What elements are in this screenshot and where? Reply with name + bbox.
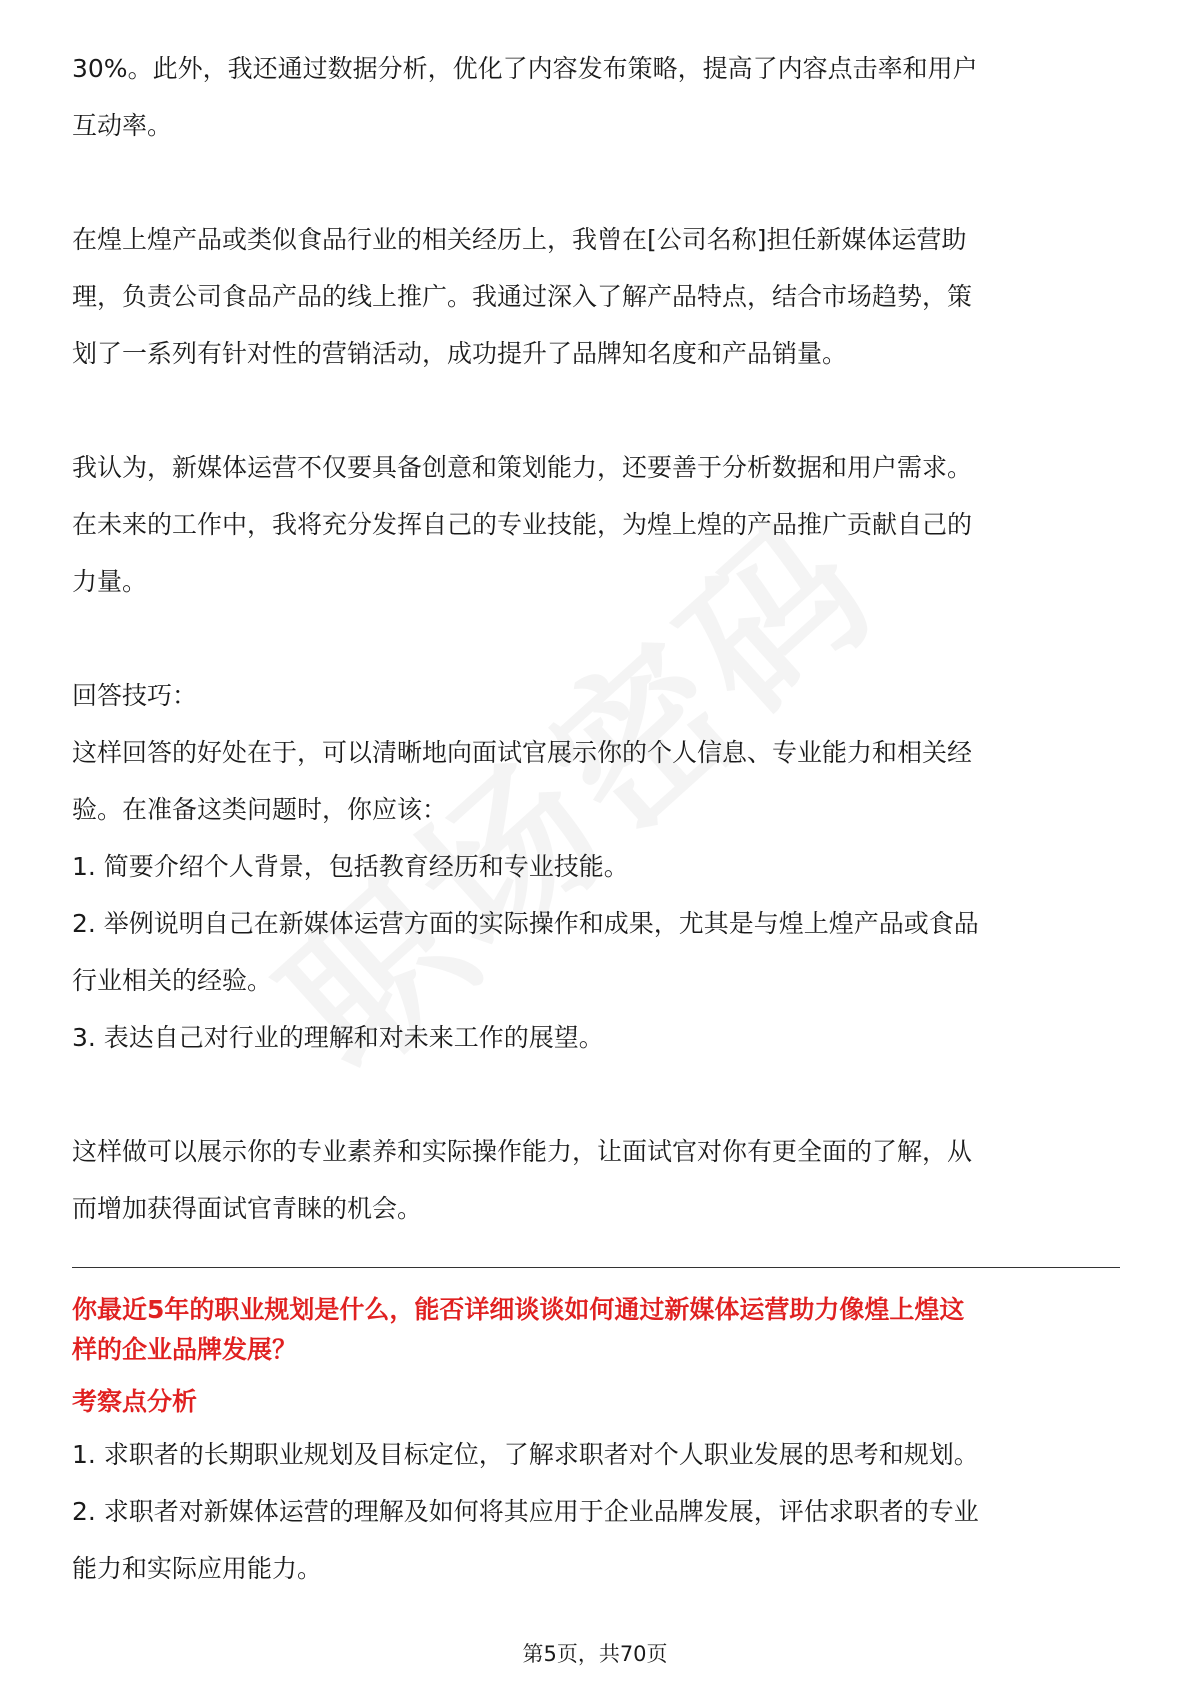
body-line: 在煌上煌产品或类似食品行业的相关经历上，我曾在[公司名称]担任新媒体运营助	[72, 225, 967, 254]
question-heading: 你最近5年的职业规划是什么，能否详细谈谈如何通过新媒体运营助力像煌上煌这	[72, 1295, 965, 1324]
body-line: 我认为，新媒体运营不仅要具备创意和策划能力，还要善于分析数据和用户需求。	[72, 453, 973, 482]
body-line: 互动率。	[72, 111, 173, 140]
page-number: 第5页，共70页	[522, 1642, 668, 1666]
analysis-item: 能力和实际应用能力。	[72, 1554, 323, 1583]
question-heading: 样的企业品牌发展？	[72, 1335, 298, 1364]
tip-item: 3. 表达自己对行业的理解和对未来工作的展望。	[72, 1023, 604, 1052]
analysis-item: 1. 求职者的长期职业规划及目标定位，了解求职者对个人职业发展的思考和规划。	[72, 1440, 979, 1469]
document-page	[72, 40, 1120, 1597]
tip-item: 行业相关的经验。	[72, 966, 273, 995]
tips-heading: 回答技巧：	[72, 681, 198, 710]
tip-item: 1. 简要介绍个人背景，包括教育经历和专业技能。	[72, 852, 629, 881]
body-line: 验。在准备这类问题时，你应该：	[72, 795, 448, 824]
tip-item: 2. 举例说明自己在新媒体运营方面的实际操作和成果，尤其是与煌上煌产品或食品	[72, 909, 979, 938]
body-line: 这样回答的好处在于，可以清晰地向面试官展示你的个人信息、专业能力和相关经	[72, 738, 973, 767]
section-divider	[72, 1267, 1120, 1268]
body-line: 30%。此外，我还通过数据分析，优化了内容发布策略，提高了内容点击率和用户	[72, 54, 978, 83]
body-line: 这样做可以展示你的专业素养和实际操作能力，让面试官对你有更全面的了解，从	[72, 1137, 973, 1166]
body-line: 在未来的工作中，我将充分发挥自己的专业技能，为煌上煌的产品推广贡献自己的	[72, 510, 973, 539]
analysis-title: 考察点分析	[72, 1387, 198, 1416]
analysis-item: 2. 求职者对新媒体运营的理解及如何将其应用于企业品牌发展，评估求职者的专业	[72, 1497, 979, 1526]
body-line: 理，负责公司食品产品的线上推广。我通过深入了解产品特点，结合市场趋势，策	[72, 282, 973, 311]
body-line: 划了一系列有针对性的营销活动，成功提升了品牌知名度和产品销量。	[72, 339, 848, 368]
body-line: 而增加获得面试官青睐的机会。	[72, 1194, 423, 1223]
body-line: 力量。	[72, 567, 148, 596]
